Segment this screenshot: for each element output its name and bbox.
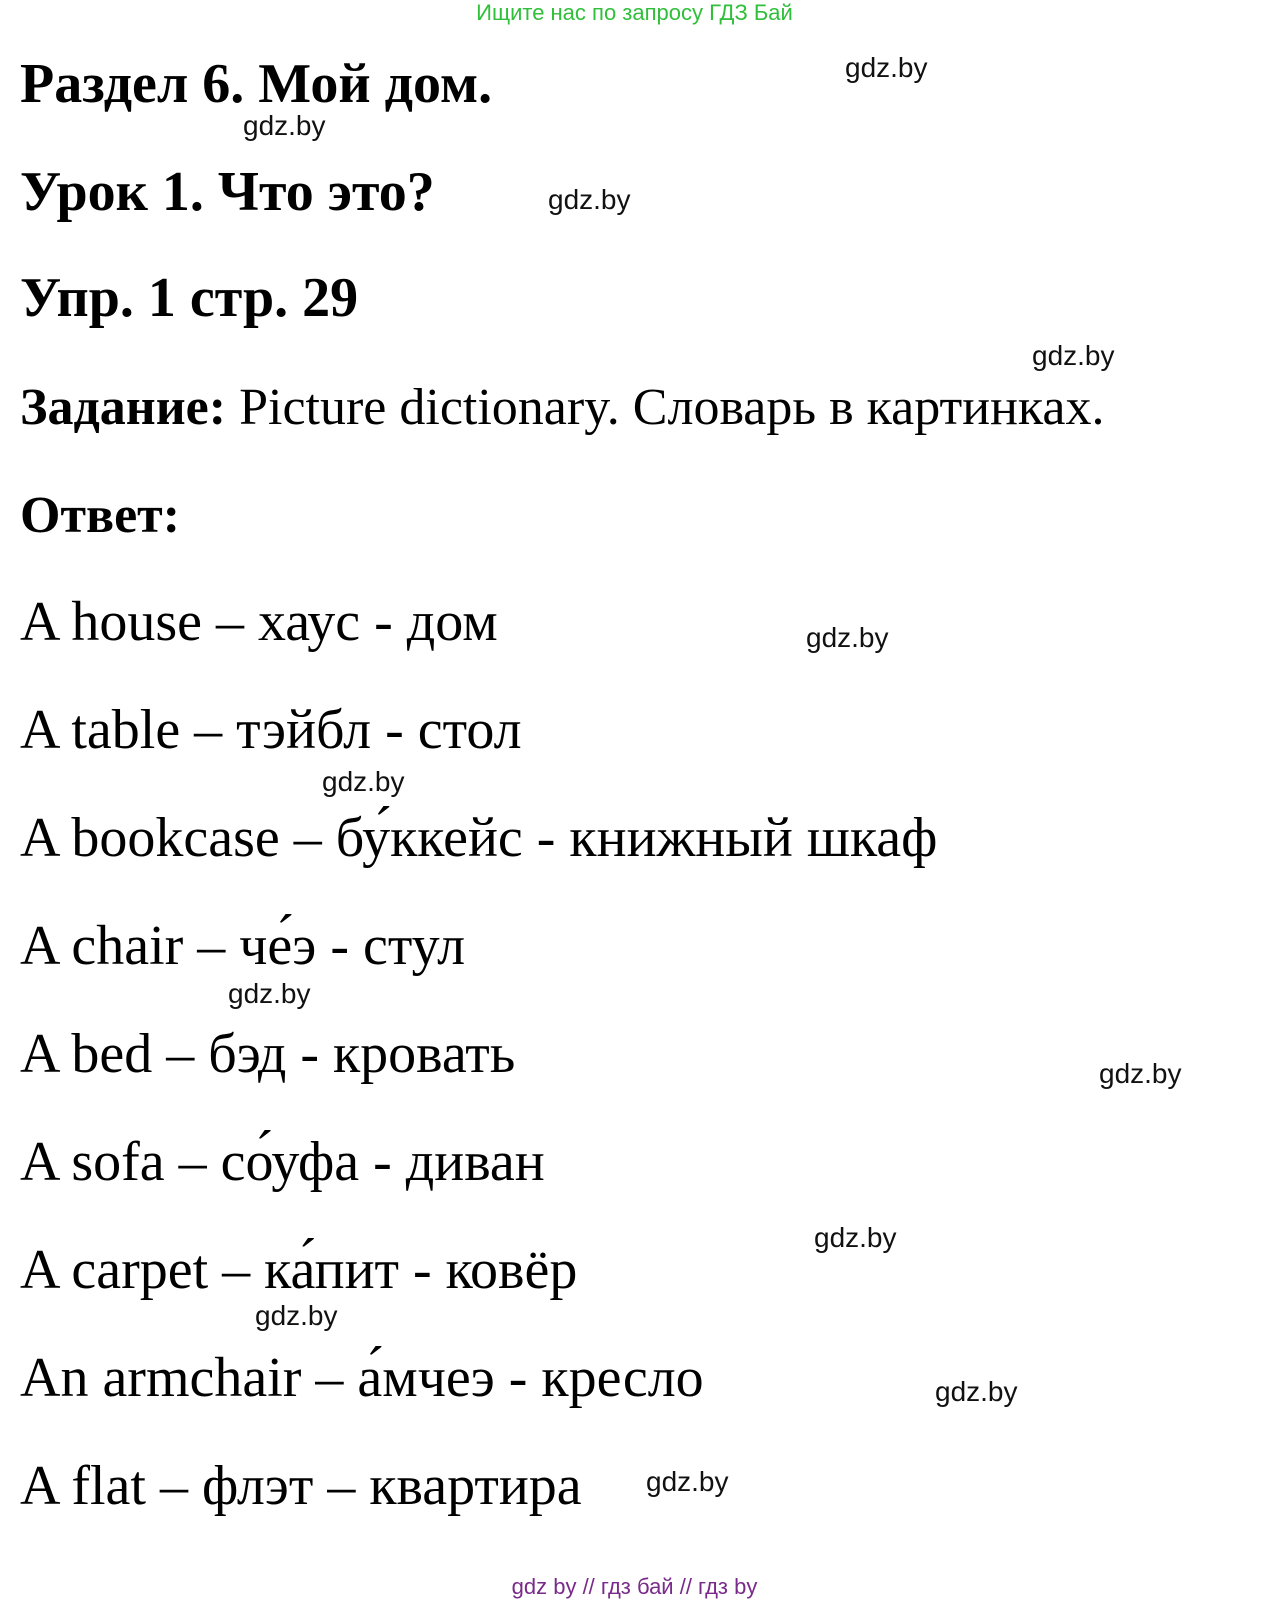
watermark: gdz.by <box>806 622 889 653</box>
watermark: gdz.by <box>228 978 311 1009</box>
answer-label: Ответ: <box>20 487 181 544</box>
vocab-item-bed: A bed – бэд - кровать <box>20 1023 516 1085</box>
watermark: gdz.by <box>845 52 928 83</box>
vocab-item-house: A house – хаус - дом <box>20 591 498 653</box>
watermark: gdz.by <box>255 1300 338 1331</box>
vocab-item-bookcase: A bookcase – бу́ккейс - книжный шкаф <box>20 807 938 869</box>
vocab-item-sofa: A sofa – со́уфа - диван <box>20 1131 545 1193</box>
watermark: gdz.by <box>548 184 631 215</box>
watermark: gdz.by <box>646 1466 729 1497</box>
vocab-item-flat: A flat – флэт – квартира <box>20 1455 582 1517</box>
watermark: gdz.by <box>1032 340 1115 371</box>
vocab-item-table: A table – тэйбл - стол <box>20 699 522 761</box>
vocab-item-carpet: A carpet – ка́пит - ковёр <box>20 1239 578 1301</box>
task-text: Picture dictionary. Словарь в картинках. <box>226 379 1105 436</box>
watermark: gdz.by <box>1099 1058 1182 1089</box>
exercise-title: Упр. 1 стр. 29 <box>20 267 359 329</box>
watermark: gdz.by <box>935 1376 1018 1407</box>
watermark: gdz.by <box>243 110 326 141</box>
lesson-title: Урок 1. Что это? <box>20 161 435 223</box>
top-banner: Ищите нас по запросу ГДЗ Бай <box>476 0 793 25</box>
vocab-item-armchair: An armchair – а́мчеэ - кресло <box>20 1347 704 1409</box>
footer-links: gdz by // гдз бай // гдз by <box>511 1574 758 1599</box>
watermark: gdz.by <box>322 766 405 797</box>
watermark: gdz.by <box>814 1222 897 1253</box>
task-label: Задание: <box>20 379 227 436</box>
task-line <box>20 378 1104 438</box>
vocab-item-chair: A chair – че́э - стул <box>20 915 466 977</box>
section-title: Раздел 6. Мой дом. <box>20 53 493 115</box>
